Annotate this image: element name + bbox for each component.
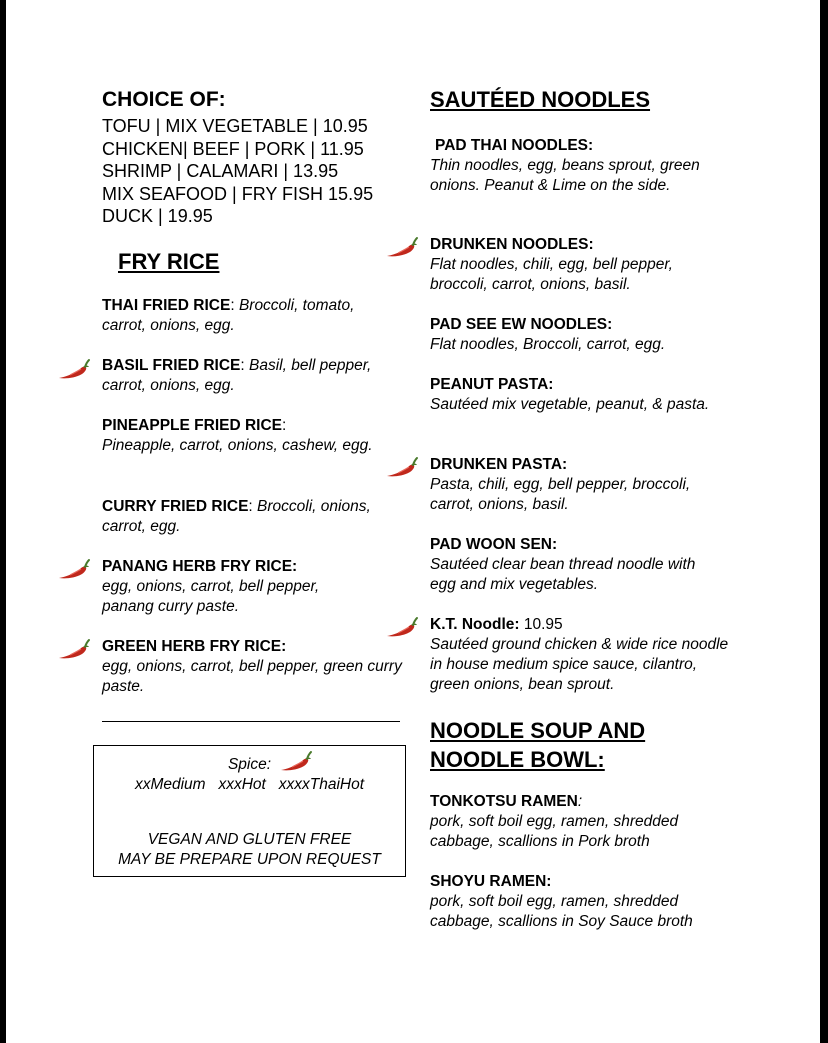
item-desc: Basil, bell pepper, carrot, onions, egg. (102, 357, 372, 394)
item-name: SHOYU RAMEN: (430, 873, 552, 890)
choice-line: MIX SEAFOOD | FRY FISH 15.95 (102, 183, 374, 204)
item-desc: pork, soft boil egg, ramen, shredded cabbage, scallions in Soy Sauce broth (430, 893, 693, 930)
menu-item (430, 615, 730, 695)
item-sep: : (230, 297, 239, 314)
chili-pepper-icon (384, 616, 422, 638)
menu-item (430, 315, 725, 355)
menu-item (102, 356, 382, 396)
item-desc: egg, onions, carrot, bell pepper, panang curry paste. (102, 578, 320, 615)
chili-pepper-icon (56, 638, 94, 660)
menu-item (430, 535, 725, 595)
choice-line: TOFU | MIX VEGETABLE | 10.95 (102, 116, 368, 136)
menu-item (430, 235, 725, 295)
item-name: K.T. Noodle: (430, 616, 520, 633)
spice-levels: xxMedium xxxHot xxxxThaiHot (134, 776, 365, 793)
item-desc: Thin noodles, egg, beans sprout, green onions. Peanut & Lime on the side. (430, 157, 700, 194)
noodle-soup-title (430, 716, 645, 774)
choice-line: DUCK | 19.95 (102, 206, 213, 226)
chili-pepper-icon (384, 236, 422, 258)
item-sep: : (248, 498, 258, 515)
item-sep: : (577, 793, 583, 810)
vegan-note: VEGAN AND GLUTEN FREE (147, 831, 352, 848)
spice-label-row (94, 755, 405, 775)
menu-item (102, 296, 402, 336)
choice-line: CHICKEN| BEEF | PORK | 11.95 (102, 138, 364, 159)
item-desc: Sautéed mix vegetable, peanut, & pasta. (430, 396, 710, 413)
noodle-soup-title-line: NOODLE BOWL: (430, 747, 605, 772)
item-desc: Pineapple, carrot, onions, cashew, egg. (102, 437, 373, 454)
item-desc: Sautéed clear bean thread noodle with egg and mix vegetables. (430, 556, 696, 593)
menu-item (430, 455, 730, 515)
chili-pepper-icon (278, 750, 316, 772)
item-name: GREEN HERB FRY RICE: (102, 638, 287, 655)
divider (102, 721, 400, 722)
item-name: PAD SEE EW NOODLES: (430, 316, 613, 333)
item-name: PANANG HERB FRY RICE: (102, 558, 298, 575)
item-desc: Pasta, chili, egg, bell pepper, broccoli, carrot, onions, basil. (430, 476, 691, 513)
item-name: TONKOTSU RAMEN (430, 793, 578, 810)
menu-item (430, 375, 725, 415)
menu-item (102, 416, 392, 456)
menu-item (102, 497, 382, 537)
spice-legend-box (93, 745, 406, 877)
spice-label: Spice: (227, 756, 272, 773)
choice-line: SHRIMP | CALAMARI | 13.95 (102, 161, 339, 181)
item-sep: : (240, 357, 249, 374)
menu-item (430, 872, 730, 932)
chili-pepper-icon (56, 358, 94, 380)
item-name: CURRY FRIED RICE (102, 498, 249, 515)
item-desc: Flat noodles, chili, egg, bell pepper, broccoli, carrot, onions, basil. (430, 256, 673, 293)
menu-item (430, 792, 730, 852)
sauteed-noodles-title: SAUTÉED NOODLES (430, 87, 651, 112)
fry-rice-title: FRY RICE (118, 249, 220, 274)
item-name: DRUNKEN PASTA: (430, 456, 568, 473)
menu-item (102, 637, 404, 697)
noodle-soup-title-line: NOODLE SOUP AND (430, 718, 646, 743)
item-desc: pork, soft boil egg, ramen, shredded cabbage, scallions in Pork broth (430, 813, 679, 850)
vegan-note: MAY BE PREPARE UPON REQUEST (118, 851, 381, 868)
item-desc: Broccoli, tomato, carrot, onions, egg. (102, 297, 355, 334)
chili-pepper-icon (56, 558, 94, 580)
menu-item (430, 136, 725, 196)
item-name: PAD THAI NOODLES: (435, 137, 594, 154)
item-name: DRUNKEN NOODLES: (430, 236, 594, 253)
chili-pepper-icon (384, 456, 422, 478)
item-name: PEANUT PASTA: (430, 376, 554, 393)
item-desc: Broccoli, onions, carrot, egg. (102, 498, 371, 535)
item-name: BASIL FRIED RICE (102, 357, 241, 374)
item-desc: Flat noodles, Broccoli, carrot, egg. (430, 336, 666, 353)
item-desc: egg, onions, carrot, bell pepper, green curry paste. (102, 658, 402, 695)
item-sep: : (282, 417, 287, 434)
menu-page (6, 0, 820, 1043)
item-name: PINEAPPLE FRIED RICE (102, 417, 282, 434)
choice-title: CHOICE OF: (102, 88, 226, 111)
item-price: 10.95 (519, 616, 563, 633)
item-name: THAI FRIED RICE (102, 297, 231, 314)
item-desc: Sautéed ground chicken & wide rice noodle in house medium spice sauce, cilantro, green onions, bean sprout. (430, 636, 729, 693)
menu-item (102, 557, 362, 617)
choice-price-list (102, 115, 373, 228)
item-name: PAD WOON SEN: (430, 536, 558, 553)
